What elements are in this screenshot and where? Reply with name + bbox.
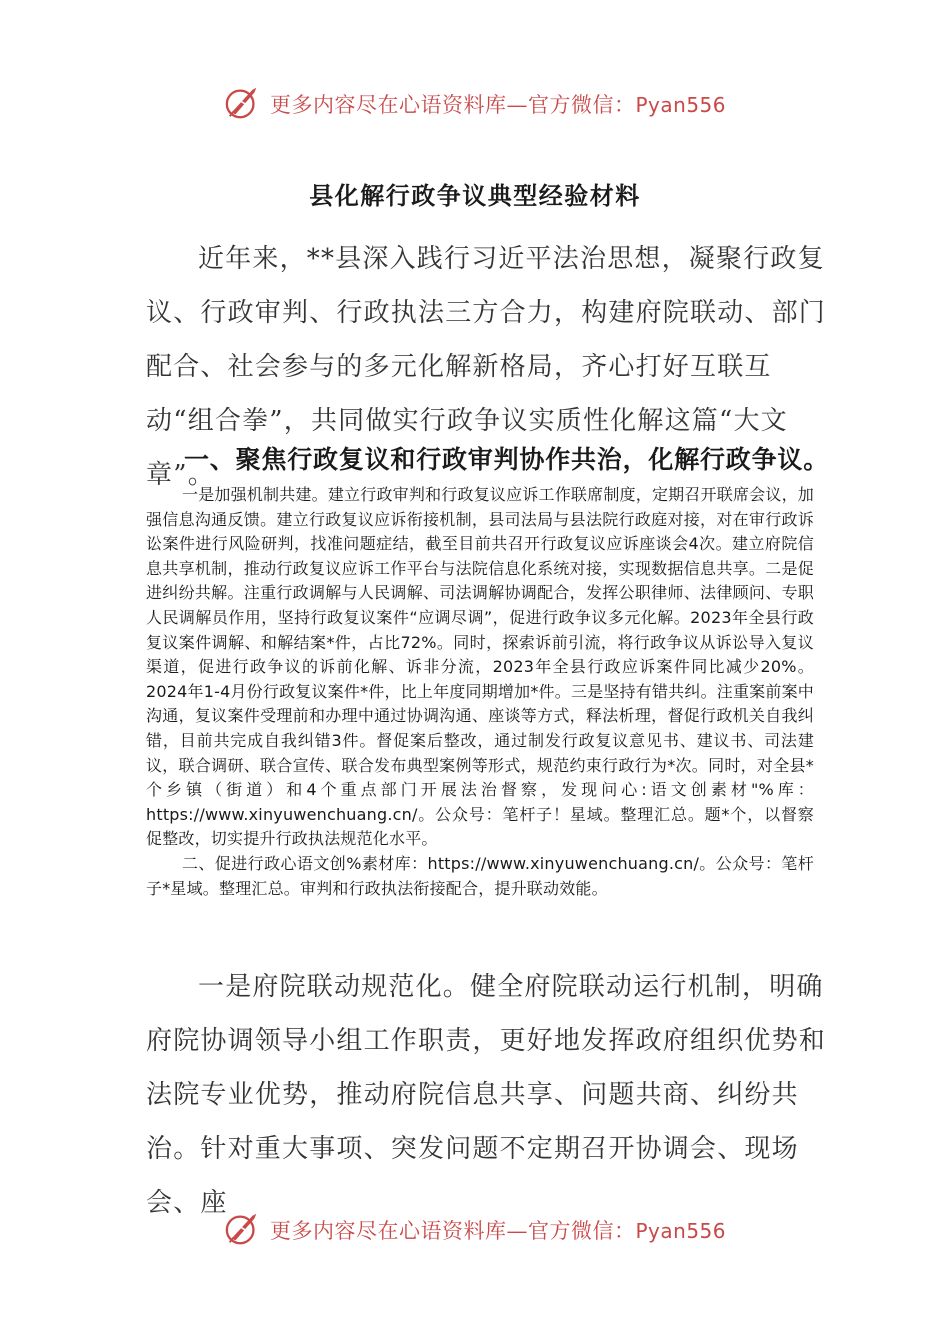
banner-text [270, 89, 726, 119]
footer-banner [0, 1206, 950, 1254]
small-body-block [146, 483, 814, 901]
banner-main-text: 更多内容尽在心语资料库—官方微信： [270, 93, 636, 117]
banner-wechat-id: Pyan556 [635, 1219, 727, 1243]
banner-text [270, 1215, 726, 1245]
document-title: 县化解行政争议典型经验材料 [309, 182, 641, 210]
banner-main-text: 更多内容尽在心语资料库—官方微信： [270, 1219, 636, 1243]
banner-wechat-id: Pyan556 [635, 93, 727, 117]
header-banner [0, 80, 950, 128]
section-2-block [146, 960, 826, 1230]
section-2-heading-line: 二、促进行政心语文创%素材库：https://www.xinyuwenchuang.cn/。公众号：笔杆子*星域。整理汇总。审判和行政执法衔接配合，提升联动效能。 [146, 853, 814, 898]
quill-logo-icon [224, 1210, 262, 1248]
section-1-heading: 一、聚焦行政复议和行政审判协作共治，化解行政争议。 [184, 445, 830, 474]
quill-logo-icon [224, 84, 262, 122]
section-1-body: 一是加强机制共建。建立行政审判和行政复议应诉工作联席制度，定期召开联席会议，加强信息沟通反馈。建立行政复议应诉衔接机制，县司法局与县法院行政庭对接，对在审行政诉讼案件进行风险研判，找准问题症结，截至目前共召开行政复议应诉座谈会4次。建立府院信息共享机制，推动行政复议应诉工作平台与法院信息化系统对接，实现数据信息共享。二是促进纠纷共解。注重行政调解与人民调解、司法调解协调配合，发挥公职律师、法律顾问、专职人民调解员作用，坚持行政复议案件“应调尽调”，促进行政争议多元化解。2023年全县行政复议案件调解、和解结案*件，占比72%。同时，探索诉前引流，将行政争议从诉讼导入复议渠道，促进行政争议的诉前化解、诉非分流，2023年全县行政应诉案件同比减少20%。2024年1-4月份行政复议案件*件，比上年度同期增加*件。三是坚持有错共纠。注重案前案中沟通，复议案件受理前和办理中通过协调沟通、座谈等方式，释法析理，督促行政机关自我纠错，目前共完成自我纠错3件。督促案后整改，通过制发行政复议意见书、建议书、司法建议，联合调研、联合宣传、联合发布典型案例等形式，规范约束行政行为*次。同时，对全县*个乡镇（街道）和4个重点部门开展法治督察，发现问心:语文创素材"%库：https://www.xinyuwenchuang.cn/。公众号：笔杆子！星域。整理汇总。题*个，以督察促整改，切实提升行政执法规范化水平。 [146, 485, 814, 849]
intro-paragraph: 近年来，**县深入践行习近平法治思想，凝聚行政复议、行政审判、行政执法三方合力，构建府院联动、部门配合、社会参与的多元化解新格局，齐心打好互联互动“组合拳”，共同做实行政争议实质性化解这篇“大文章”。 [146, 244, 827, 490]
section-2-paragraph: 一是府院联动规范化。健全府院联动运行机制，明确府院协调领导小组工作职责，更好地发挥政府组织优势和法院专业优势，推动府院信息共享、问题共商、纠纷共治。针对重大事项、突发问题不定期召开协调会、现场会、座 [146, 972, 827, 1218]
